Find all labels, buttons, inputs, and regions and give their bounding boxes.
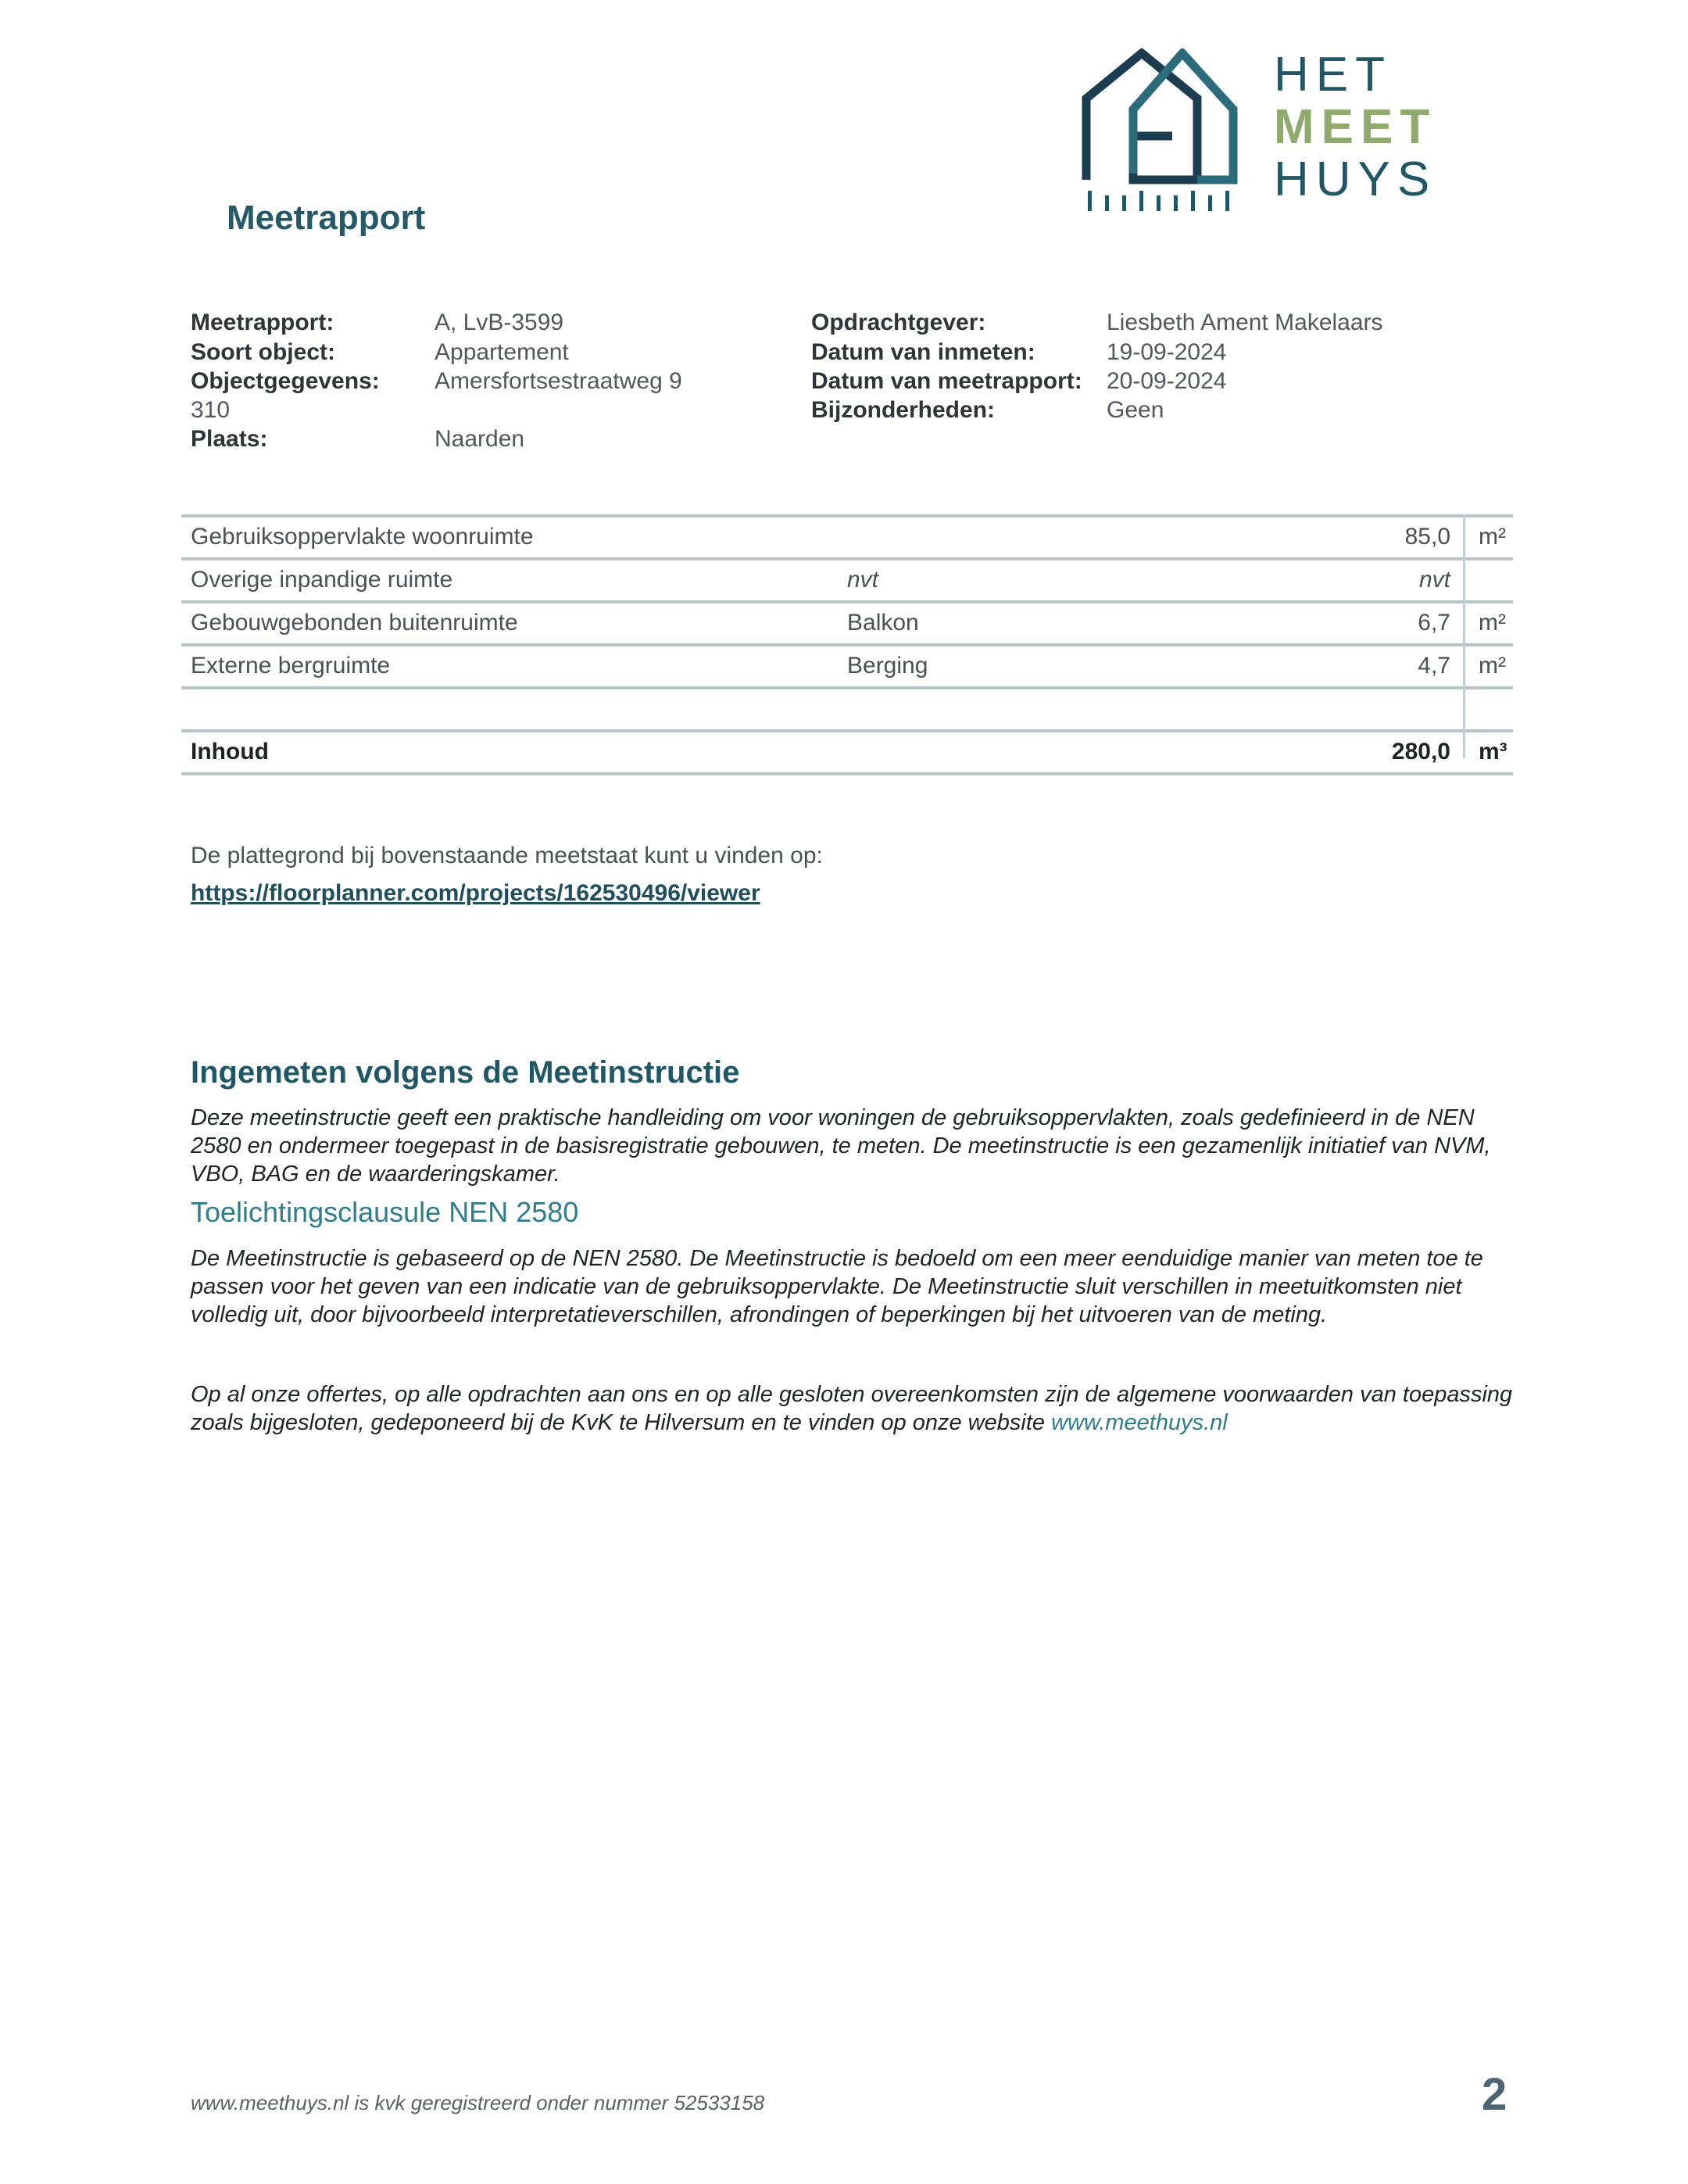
plaats-value: Naarden — [435, 426, 525, 452]
bijzonderheden-value: Geen — [1107, 397, 1164, 423]
terms-text: Op al onze offertes, op alle opdrachten aan ons en op alle gesloten overeenkomsten zijn de algemene voorwaarden van toepassing zoals bijgesloten, gedeponeerd bij de KvK te Hilversum en te vinden op onze website — [191, 1382, 1513, 1435]
datum-inmeten-value: 19-09-2024 — [1107, 339, 1227, 365]
row-label: Gebruiksoppervlakte woonruimte — [191, 524, 534, 550]
table-row — [181, 517, 1513, 557]
soort-object-label: Soort object: — [191, 339, 335, 365]
bijzonderheden-label: Bijzonderheden: — [811, 397, 996, 423]
row-unit: m² — [1479, 610, 1506, 636]
row-label: Gebouwgebonden buitenruimte — [191, 610, 518, 636]
opdrachtgever-value: Liesbeth Ament Makelaars — [1107, 310, 1383, 335]
logo-wordmark — [1274, 48, 1436, 206]
plaats-label: Plaats: — [191, 426, 268, 452]
logo-word-meet: MEET — [1274, 100, 1437, 154]
meetrapport-value: A, LvB-3599 — [435, 310, 564, 335]
objectgegevens-value: Amersfortsestraatweg 9 — [435, 368, 682, 394]
row-detail: Balkon — [847, 610, 919, 636]
table-row — [181, 646, 1513, 686]
total-label: Inhoud — [191, 739, 269, 764]
row-value: 6,7 — [1418, 610, 1450, 636]
table-row — [181, 603, 1513, 643]
table-row — [181, 560, 1513, 600]
total-value: 280,0 — [1391, 739, 1450, 764]
objectgegevens-label: Objectgegevens: — [191, 368, 380, 394]
row-unit: m² — [1479, 524, 1506, 550]
company-logo — [1080, 48, 1455, 224]
row-label: Externe bergruimte — [191, 653, 391, 678]
row-value: nvt — [1418, 567, 1450, 593]
footer-text: www.meethuys.nl is kvk geregistreerd onder nummer 52533158 — [191, 2091, 765, 2114]
datum-meetrapport-label: Datum van meetrapport: — [811, 368, 1082, 394]
datum-inmeten-label: Datum van inmeten: — [811, 339, 1035, 365]
row-detail: nvt — [847, 567, 879, 593]
datum-meetrapport-value: 20-09-2024 — [1107, 368, 1227, 394]
row-value: 4,7 — [1418, 653, 1450, 678]
table-rule — [181, 772, 1513, 775]
section-heading: Ingemeten volgens de Meetinstructie — [191, 1055, 740, 1090]
floorplan-link[interactable]: https://floorplanner.com/projects/162530496/viewer — [191, 880, 760, 906]
logo-word-huys: HUYS — [1274, 152, 1437, 206]
objectgegevens-value-continued: 310 — [191, 397, 231, 423]
section-paragraph: Deze meetinstructie geeft een praktische handleiding om voor woningen de gebruiksoppervlakten, zoals gedefinieerd in de NEN 2580 en ondermeer toegepast in de basisregistratie gebouwen, te meten. De meetinstructie is een gezamenlijk initiatief van NVM, VBO, BAG en de waarderingskamer. — [191, 1105, 1491, 1187]
table-row-total — [181, 732, 1513, 772]
row-detail: Berging — [847, 653, 928, 678]
page-number: 2 — [1482, 2069, 1507, 2120]
page-title: Meetrapport — [227, 199, 426, 237]
section-subheading: Toelichtingsclausule NEN 2580 — [191, 1196, 579, 1228]
terms-paragraph — [191, 1380, 1519, 1437]
table-row-empty — [181, 689, 1513, 729]
opdrachtgever-label: Opdrachtgever: — [811, 310, 986, 335]
row-value: 85,0 — [1404, 524, 1450, 550]
row-unit: m² — [1479, 653, 1506, 678]
total-unit: m³ — [1479, 739, 1507, 764]
clause-paragraph: De Meetinstructie is gebaseerd op de NEN 2580. De Meetinstructie is bedoeld om een meer eenduidige manier van meten toe te passen voor het geven van een indicatie van de gebruiksoppervlakte. De Meetinstructie sluit verschillen in meetuitkomsten niet volledig uit, door bijvoorbeeld interpretatieverschillen, afrondingen of beperkingen bij het uitvoeren van de meting. — [191, 1246, 1483, 1327]
soort-object-value: Appartement — [435, 339, 569, 365]
website-link[interactable]: www.meethuys.nl — [1051, 1410, 1228, 1435]
row-label: Overige inpandige ruimte — [191, 567, 453, 593]
logo-word-het: HET — [1274, 48, 1392, 102]
floorplan-intro: De plattegrond bij bovenstaande meetstaat kunt u vinden op: — [191, 843, 823, 868]
measurement-table — [181, 514, 1513, 775]
meetrapport-label: Meetrapport: — [191, 310, 334, 335]
house-logo-icon — [1080, 48, 1268, 224]
